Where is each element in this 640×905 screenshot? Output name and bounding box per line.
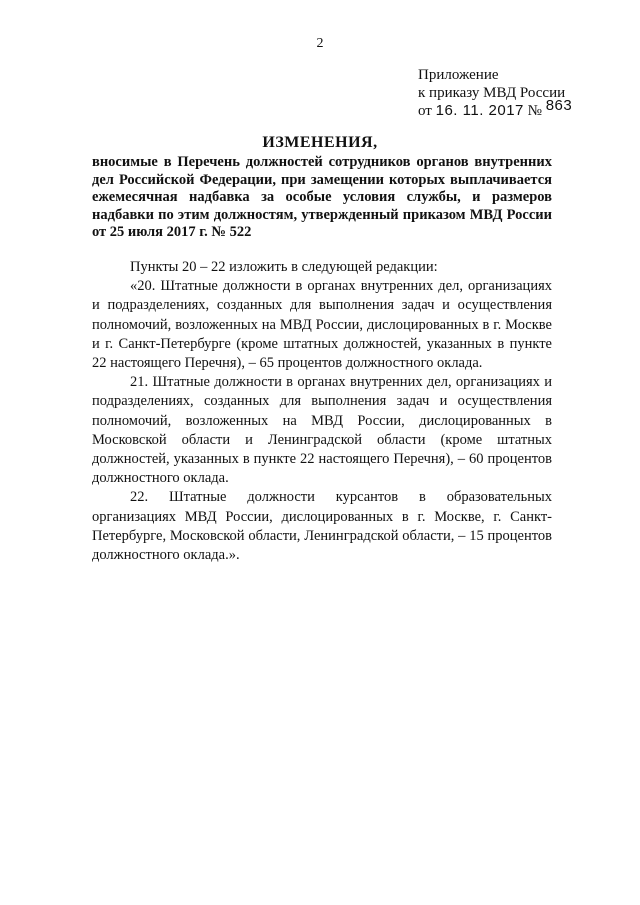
- document-body: [92, 258, 552, 565]
- body-paragraph-item-21: 21. Штатные должности в органах внутренних дел, организациях и подразделениях, созданных для выполнения задач и осуществления полномочий, возложенных на МВД России, дислоцированных в Московской области и Ленинградской области (кроме штатных должностей, указанных в пункте 22 настоящего Перечня), – 60 процентов должностного оклада.: [92, 374, 552, 487]
- document-subtitle: вносимые в Перечень должностей сотрудников органов внутренних дел Российской Федерации, при замещении которых выплачивается ежемесячная надбавка за особые условия службы, и размеров надбавки по этим должностям, утвержденный приказом МВД России от 25 июля 2017 г. № 522: [92, 154, 552, 241]
- appendix-order-date: 16. 11. 2017: [435, 102, 524, 119]
- appendix-order-reference: к приказу МВД России: [418, 85, 566, 101]
- appendix-order-line: [418, 97, 573, 120]
- body-paragraph-item-20: «20. Штатные должности в органах внутренних дел, организациях и подразделениях, созданных для выполнения задач и осуществления полномочий, возложенных на МВД России, дислоцированных в г. Москве и г. Санкт-Петербурге (кроме штатных должностей, указанных в пункте 22 настоящего Перечня), – 65 процентов должностного оклада.: [92, 278, 552, 372]
- appendix-number-label: №: [527, 103, 542, 119]
- body-paragraph-intro: Пункты 20 – 22 изложить в следующей редакции:: [130, 259, 438, 275]
- appendix-order-number: 863: [545, 97, 573, 114]
- appendix-label: Приложение: [418, 67, 499, 83]
- document-title: ИЗМЕНЕНИЯ,: [262, 134, 378, 151]
- page-number: 2: [316, 36, 324, 51]
- appendix-header: [418, 66, 572, 120]
- appendix-from-label: от: [418, 103, 432, 119]
- body-paragraph-item-22: 22. Штатные должности курсантов в образовательных организациях МВД России, дислоцированных в г. Москве, г. Санкт-Петербурге, Московской области, Ленинградской области, – 15 процентов должностного оклада.».: [92, 489, 552, 564]
